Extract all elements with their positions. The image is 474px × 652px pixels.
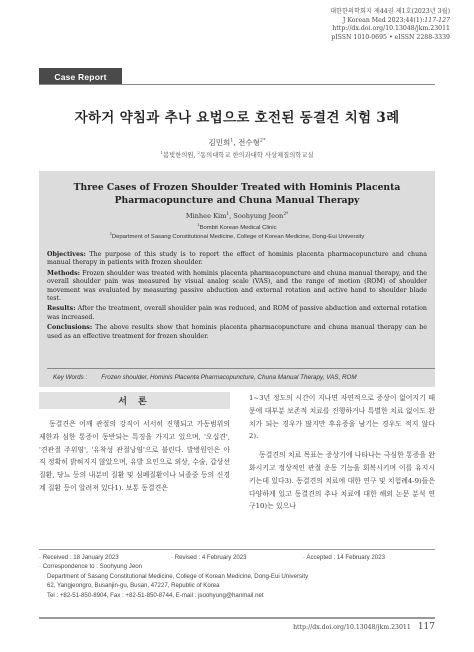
abstract-results: Results: After the treatment, overall shoulder pain was reduced, and ROM of passive abduction and external rotation was increased. — [47, 305, 427, 321]
footer-divider — [39, 617, 435, 619]
correspondence-address: 62, Yangjeongro, Busanjin-gu, Busan, 47227, Republic of Korea — [47, 582, 220, 590]
accepted-date: · Accepted : 14 February 2023 — [303, 554, 385, 561]
authors-korean: 김민희$^1$, 전수형$^{2*}$ — [208, 137, 266, 147]
footnote-divider — [39, 549, 435, 550]
revised-date: · Revised : 4 February 2023 — [171, 554, 247, 561]
author-name: 김민희 — [208, 138, 231, 147]
journal-citation: J Korean Med 2023;44(1):117-127 — [342, 16, 450, 24]
footer-doi-link[interactable]: http://dx.doi.org/10.13048/jkm.23011 — [293, 624, 411, 631]
correspondence-author: · Correspondence to : Soohyung Jeon — [39, 563, 142, 571]
footnotes — [39, 553, 435, 600]
intro-paragraph: 1~3년 정도의 시간이 지나면 자연적으로 증상이 없어지기 때문에 대부분 보존적 치료를 진행하거나 특별한 치료 없이도 완치가 되는 경우가 많지만 후유증을 남기는 경우도 적지 않다2). — [249, 394, 435, 441]
body-column-left — [39, 392, 230, 495]
journal-citation-block — [220, 8, 450, 42]
abstract-body — [47, 251, 427, 343]
affiliations-english: $^1$Bombit Korean Medical Clinic $^2$Department of Sasang Constitutional Medicine, College of Korean Medicine, Dong-Eui University — [109, 223, 365, 240]
affiliations-korean: $^1$봄빛한의원, $^2$동의대학교 한의과대학 사상체질의학교실 — [160, 149, 314, 159]
section-heading-introduction: 서 론 — [39, 392, 230, 409]
correspondence-contact[interactable]: Tel : +82-51-850-8904, Fax : +82-51-850-8744, E-mail : jsoohyung@hanmail.net — [47, 591, 264, 599]
page-footer — [293, 622, 435, 632]
case-report-badge: Case Report — [39, 68, 122, 85]
abstract-objectives: Objectives: The purpose of this study is to report the effect of hominis placenta pharmacopuncture and chuna manual therapy in patients with frozen shoulder. — [47, 251, 427, 267]
journal-doi-link[interactable]: http://dx.doi.org/10.13048/jkm.23011 — [332, 25, 450, 33]
page-number: 117 — [417, 622, 435, 632]
keywords-text: Frozen shoulder, Hominis Placenta Pharmacopuncture, Chuna Manual Therapy, VAS, ROM — [101, 373, 357, 381]
header-divider — [39, 84, 435, 85]
journal-issn: pISSN 1010-0695 • eISSN 2288-3339 — [331, 33, 450, 41]
authors-english: Minhee Kim$^1$, Soohyung Jeon$^{2*}$ — [185, 211, 289, 220]
intro-paragraph: 동결견은 어깨 관절의 강직이 서서히 진행되고 가동범위의 제한과 심한 통증이 동반되는 특징을 가지고 있으며, '오십견', '견관절 주위염', '유착성 관절낭염'으로 불린다. 발병원인은 아직 정확히 밝혀지지 않았으며, 유발 요인으로 외상, 수술, 갑상선 질환, 당뇨 등의 내분비 질환 및 심폐질환이나 뇌졸중 등의 신경계 질환 등이 알려져 있다1). 보통 동결견은 — [39, 420, 230, 492]
received-date: · Received : 18 January 2023 — [39, 554, 119, 561]
abstract-conclusions: Conclusions: The above results show that hominis placenta pharmacopuncture and chuna manual therapy can be used as an effective treatment for frozen shoulder. — [47, 324, 427, 340]
abstract-methods: Methods: Frozen shoulder was treated with hominis placenta pharmacopuncture and chuna manual therapy, and the overall shoulder pain was measured by visual analog scale (VAS), and the range of motion (ROM) of shoulder movement was evaluated by measuring passive abduction and external rotation and active hand to shoulder blade test. — [47, 269, 427, 303]
correspondence-department: Department of Sasang Constitutional Medicine, College of Korean Medicine, Dong-Eui University — [47, 572, 309, 580]
journal-name-ko: 대한한의학회지 제44권 제1호(2023년 3월) — [330, 8, 450, 15]
body-column-right — [249, 392, 435, 513]
keywords-line — [47, 368, 435, 385]
submission-dates — [39, 553, 435, 562]
author-name: 전수형 — [238, 138, 260, 147]
article-title-korean: 자하거 약침과 추나 요법으로 호전된 동결견 치험 3례 — [74, 110, 400, 126]
article-title-english: Three Cases of Frozen Shoulder Treated with Hominis Placenta Pharmacopuncture and Chuna Manual Therapy — [73, 182, 401, 206]
abstract-box — [39, 171, 435, 387]
intro-paragraph: 동결견의 치료 목표는 증상기에 나타나는 극심한 통증을 완화시키고 정상적인 관절 운동 기능을 회복시키며 이를 유지시키는데 있다3). 동결견의 치료에 대한 연구 및 치험례4-9)들은 다양하게 있고 동결견의 추나 치료에 대한 해외 논문 분석 연구10)는 있으나 — [249, 451, 435, 511]
keywords-label: Key Words : — [53, 373, 88, 381]
